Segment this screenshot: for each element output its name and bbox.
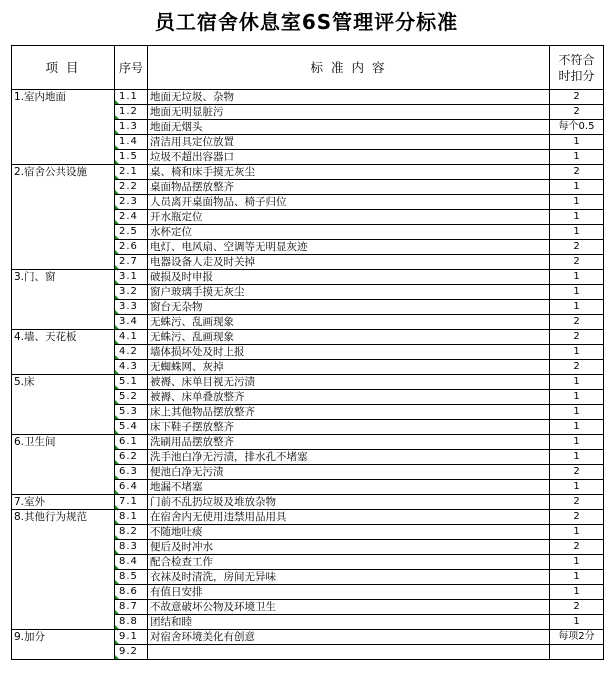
deduction-score: 2 (550, 105, 604, 120)
row-number: 1.3 (115, 120, 148, 135)
deduction-score: 2 (550, 465, 604, 480)
deduction-score: 1 (550, 390, 604, 405)
deduction-score: 1 (550, 150, 604, 165)
header-deduction-line1: 不符合 (558, 52, 595, 67)
row-number: 8.7 (115, 600, 148, 615)
row-number: 2.6 (115, 240, 148, 255)
standard-content: 地面无烟头 (148, 120, 550, 135)
deduction-score: 1 (550, 180, 604, 195)
table-row (12, 165, 604, 180)
deduction-score: 1 (550, 525, 604, 540)
deduction-score: 2 (550, 540, 604, 555)
scoring-table (11, 45, 604, 660)
row-number: 2.3 (115, 195, 148, 210)
table-body (12, 90, 604, 660)
deduction-score: 2 (550, 165, 604, 180)
deduction-score: 2 (550, 330, 604, 345)
section-name: 9.加分 (12, 630, 115, 660)
standard-content: 不故意破坏公物及环境卫生 (148, 600, 550, 615)
row-number: 9.2 (115, 645, 148, 660)
row-number: 3.4 (115, 315, 148, 330)
standard-content: 无蛛污、乱画现象 (148, 330, 550, 345)
table-header-row (12, 46, 604, 90)
table-row (12, 630, 604, 645)
row-number: 8.4 (115, 555, 148, 570)
row-number: 2.1 (115, 165, 148, 180)
standard-content: 垃圾不超出容器口 (148, 150, 550, 165)
deduction-score: 每项2分 (550, 630, 604, 645)
row-number: 6.1 (115, 435, 148, 450)
deduction-score: 1 (550, 480, 604, 495)
deduction-score: 2 (550, 255, 604, 270)
standard-content: 洗手池白净无污渍，排水孔不堵塞 (148, 450, 550, 465)
standard-content: 便后及时冲水 (148, 540, 550, 555)
standard-content: 清洁用具定位放置 (148, 135, 550, 150)
standard-content: 窗台无杂物 (148, 300, 550, 315)
row-number: 4.3 (115, 360, 148, 375)
standard-content: 被褥、床单目视无污渍 (148, 375, 550, 390)
row-number: 8.6 (115, 585, 148, 600)
deduction-score: 2 (550, 495, 604, 510)
standard-content: 床上其他物品摆放整齐 (148, 405, 550, 420)
standard-content: 电灯、电风扇、空调等无明显灰迹 (148, 240, 550, 255)
standard-content: 被褥、床单叠放整齐 (148, 390, 550, 405)
table-row (12, 330, 604, 345)
section-name: 6.卫生间 (12, 435, 115, 495)
standard-content: 床下鞋子摆放整齐 (148, 420, 550, 435)
standard-content: 配合检查工作 (148, 555, 550, 570)
standard-content: 桌面物品摆放整齐 (148, 180, 550, 195)
deduction-score: 1 (550, 615, 604, 630)
standard-content: 开水瓶定位 (148, 210, 550, 225)
row-number: 9.1 (115, 630, 148, 645)
row-number: 2.7 (115, 255, 148, 270)
table-row (12, 510, 604, 525)
standard-content: 破损及时申报 (148, 270, 550, 285)
page-title: 员工宿舍休息室6S管理评分标准 (154, 10, 459, 34)
row-number: 5.4 (115, 420, 148, 435)
row-number: 7.1 (115, 495, 148, 510)
row-number: 3.3 (115, 300, 148, 315)
deduction-score: 1 (550, 270, 604, 285)
header-content: 标 准 内 容 (148, 46, 550, 90)
table-row (12, 435, 604, 450)
row-number: 1.4 (115, 135, 148, 150)
standard-content: 团结和睦 (148, 615, 550, 630)
standard-content: 桌、椅和床手摸无灰尘 (148, 165, 550, 180)
deduction-score: 1 (550, 555, 604, 570)
deduction-score: 1 (550, 585, 604, 600)
standard-content: 便池白净无污渍 (148, 465, 550, 480)
header-deduction (550, 46, 604, 90)
standard-content: 衣袜及时清洗，房间无异味 (148, 570, 550, 585)
section-name: 8.其他行为规范 (12, 510, 115, 630)
row-number: 1.2 (115, 105, 148, 120)
section-name: 7.室外 (12, 495, 115, 510)
deduction-score: 1 (550, 300, 604, 315)
standard-content: 墙体损坏处及时上报 (148, 345, 550, 360)
section-name: 2.宿舍公共设施 (12, 165, 115, 270)
row-number: 5.2 (115, 390, 148, 405)
deduction-score: 1 (550, 570, 604, 585)
deduction-score: 2 (550, 315, 604, 330)
standard-content: 地漏不堵塞 (148, 480, 550, 495)
deduction-score: 1 (550, 285, 604, 300)
deduction-score (550, 645, 604, 660)
row-number: 4.1 (115, 330, 148, 345)
deduction-score: 1 (550, 135, 604, 150)
deduction-score: 1 (550, 420, 604, 435)
row-number: 6.4 (115, 480, 148, 495)
table-row (12, 90, 604, 105)
standard-content: 洗刷用品摆放整齐 (148, 435, 550, 450)
row-number: 2.5 (115, 225, 148, 240)
standard-content: 无蜘蛛网、灰掉 (148, 360, 550, 375)
standard-content: 电器设备人走及时关掉 (148, 255, 550, 270)
row-number: 3.1 (115, 270, 148, 285)
deduction-score: 2 (550, 360, 604, 375)
header-item: 项 目 (12, 46, 115, 90)
deduction-score: 1 (550, 195, 604, 210)
deduction-score: 1 (550, 450, 604, 465)
standard-content: 水杯定位 (148, 225, 550, 240)
table-row (12, 375, 604, 390)
row-number: 8.3 (115, 540, 148, 555)
deduction-score: 1 (550, 210, 604, 225)
standard-content: 无蛛污、乱画现象 (148, 315, 550, 330)
section-name: 1.室内地面 (12, 90, 115, 165)
row-number: 2.4 (115, 210, 148, 225)
standard-content: 不随地吐痰 (148, 525, 550, 540)
deduction-score: 2 (550, 90, 604, 105)
standard-content: 在宿舍内无使用违禁用品用具 (148, 510, 550, 525)
deduction-score: 1 (550, 375, 604, 390)
row-number: 4.2 (115, 345, 148, 360)
row-number: 8.8 (115, 615, 148, 630)
row-number: 2.2 (115, 180, 148, 195)
standard-content (148, 645, 550, 660)
deduction-score: 2 (550, 600, 604, 615)
table-row (12, 495, 604, 510)
row-number: 6.2 (115, 450, 148, 465)
standard-content: 对宿舍环境美化有创意 (148, 630, 550, 645)
row-number: 8.2 (115, 525, 148, 540)
standard-content: 地面无明显脏污 (148, 105, 550, 120)
row-number: 8.1 (115, 510, 148, 525)
standard-content: 窗户玻璃手摸无灰尘 (148, 285, 550, 300)
deduction-score: 2 (550, 240, 604, 255)
deduction-score: 2 (550, 510, 604, 525)
deduction-score: 1 (550, 405, 604, 420)
row-number: 1.1 (115, 90, 148, 105)
deduction-score: 每个0.5 (550, 120, 604, 135)
standard-content: 人员离开桌面物品、椅子归位 (148, 195, 550, 210)
row-number: 3.2 (115, 285, 148, 300)
standard-content: 有值日安排 (148, 585, 550, 600)
section-name: 5.床 (12, 375, 115, 435)
table-row (12, 270, 604, 285)
row-number: 6.3 (115, 465, 148, 480)
section-name: 4.墙、天花板 (12, 330, 115, 375)
row-number: 5.3 (115, 405, 148, 420)
row-number: 1.5 (115, 150, 148, 165)
header-no: 序号 (115, 46, 148, 90)
standard-content: 门前不乱扔垃圾及堆放杂物 (148, 495, 550, 510)
row-number: 5.1 (115, 375, 148, 390)
header-deduction-line2: 时扣分 (558, 68, 595, 83)
deduction-score: 1 (550, 345, 604, 360)
section-name: 3.门、窗 (12, 270, 115, 330)
deduction-score: 1 (550, 225, 604, 240)
standard-content: 地面无垃圾、杂物 (148, 90, 550, 105)
row-number: 8.5 (115, 570, 148, 585)
deduction-score: 1 (550, 435, 604, 450)
